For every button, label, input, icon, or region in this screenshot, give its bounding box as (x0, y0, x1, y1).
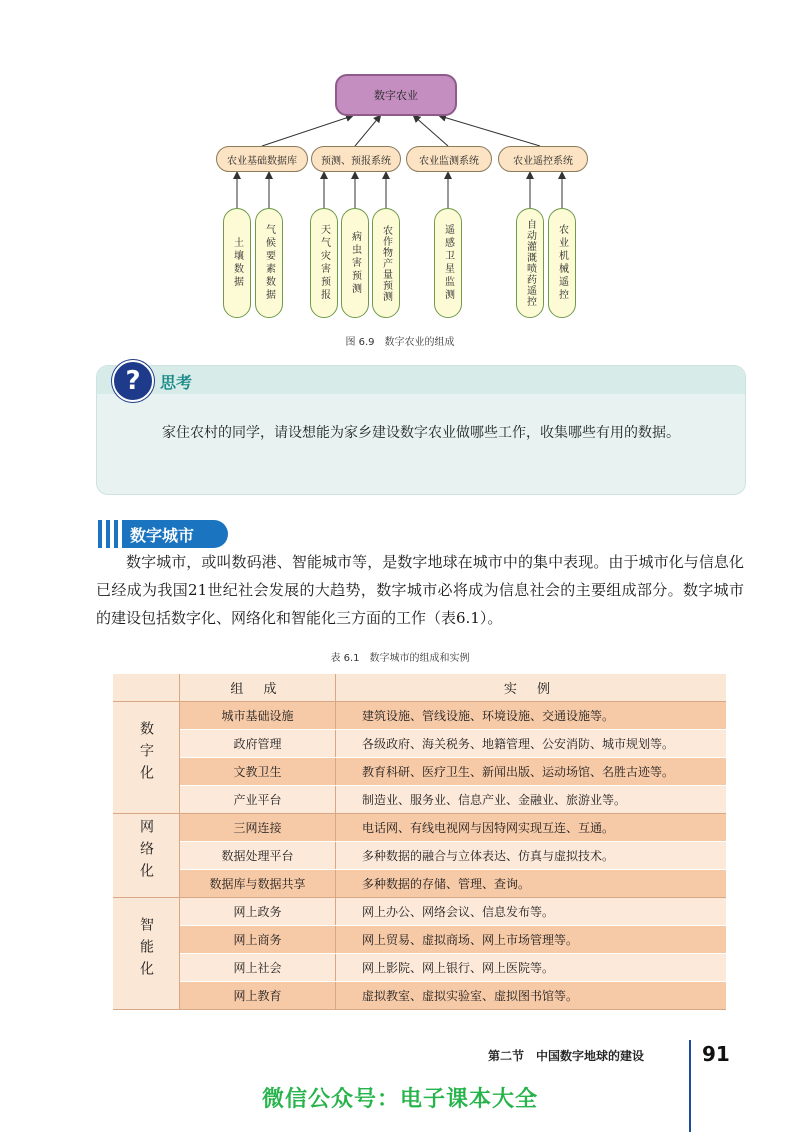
group-label: 网络化 (138, 819, 154, 885)
table-cell-component: 城市基础设施 (180, 702, 336, 730)
leaf-label: 气候要素数据 (263, 224, 275, 302)
diagram-root-node: 数字农业 (335, 74, 457, 116)
group-label: 智能化 (138, 917, 154, 983)
arrow (355, 116, 380, 146)
table-row (113, 954, 726, 982)
table-header-row (113, 674, 726, 702)
section-paragraph: 数字城市，或叫数码港、智能城市等，是数字地球在城市中的集中表现。由于城市化与信息化已经成为我国21世纪社会发展的大趋势，数字城市必将成为信息社会的主要组成部分。数字城市的建设包括数字化、网络化和智能化三方面的工作（表6.1）。 (96, 553, 744, 627)
diagram-leaf-yield (372, 208, 400, 318)
table-cell-component: 网上社会 (180, 954, 336, 982)
arrow (440, 116, 540, 146)
table-cell-example: 多种数据的存储、管理、查询。 (336, 870, 727, 898)
leaf-label: 病虫害预测 (349, 230, 361, 296)
table-cell-example: 网上影院、网上银行、网上医院等。 (336, 954, 727, 982)
digital-agriculture-diagram (0, 0, 800, 330)
group-intelligence (113, 898, 180, 1010)
think-title: 思考 (160, 373, 193, 392)
table-caption: 表 6.1 数字城市的组成和实例 (330, 653, 470, 664)
leaf-label: 天气灾害预报 (318, 224, 330, 302)
table-header-component: 组 成 (180, 674, 336, 702)
table-row (113, 814, 726, 842)
table-row (113, 786, 726, 814)
table-row (113, 898, 726, 926)
table-cell-example: 多种数据的融合与立体表达、仿真与虚拟技术。 (336, 842, 727, 870)
table-row (113, 982, 726, 1010)
table-cell-example: 电话网、有线电视网与因特网实现互连、互通。 (336, 814, 727, 842)
bar (106, 520, 110, 548)
digital-city-table (113, 674, 726, 1010)
diagram-node-database: 农业基础数据库 (216, 146, 308, 172)
table-header-example: 实 例 (336, 674, 727, 702)
leaf-label: 土壤数据 (231, 237, 243, 289)
footer-section-title: 第二节 中国数字地球的建设 (488, 1049, 645, 1063)
diagram-connectors (0, 0, 800, 330)
table-cell-example: 虚拟教室、虚拟实验室、虚拟图书馆等。 (336, 982, 727, 1010)
table-cell-component: 网上政务 (180, 898, 336, 926)
diagram-node-remote-control: 农业遥控系统 (498, 146, 588, 172)
table-cell-example: 建筑设施、管线设施、环境设施、交通设施等。 (336, 702, 727, 730)
table-cell-component: 产业平台 (180, 786, 336, 814)
think-text: 家住农村的同学，请设想能为家乡建设数字农业做哪些工作，收集哪些有用的数据。 (162, 425, 680, 441)
group-digitization (113, 702, 180, 814)
bar (114, 520, 118, 548)
table-cell-component: 数据库与数据共享 (180, 870, 336, 898)
section-title: 数字城市 (122, 520, 228, 548)
diagram-leaf-satellite (434, 208, 462, 318)
table-cell-example: 网上贸易、虚拟商场、网上市场管理等。 (336, 926, 727, 954)
table-cell-component: 网上商务 (180, 926, 336, 954)
table-header-blank (113, 674, 180, 702)
figure-caption: 图 6.9 数字农业的组成 (345, 337, 455, 348)
mid-to-top-arrows (262, 116, 540, 146)
arrow (414, 116, 448, 146)
diagram-leaf-irrigation (516, 208, 544, 318)
table-cell-component: 网上教育 (180, 982, 336, 1010)
diagram-leaf-weather (310, 208, 338, 318)
table-cell-component: 三网连接 (180, 814, 336, 842)
diagram-leaf-pest (341, 208, 369, 318)
table-cell-example: 各级政府、海关税务、地籍管理、公安消防、城市规划等。 (336, 730, 727, 758)
diagram-leaf-climate (255, 208, 283, 318)
leaf-to-mid-arrows (237, 173, 562, 208)
table-row (113, 702, 726, 730)
arrow (262, 116, 352, 146)
leaf-label: 农作物产量预测 (380, 224, 392, 302)
bar (98, 520, 102, 548)
table-row (113, 926, 726, 954)
leaf-label: 自动灌溉喷药遥控 (524, 219, 536, 307)
table-row (113, 870, 726, 898)
table-cell-example: 制造业、服务业、信息产业、金融业、旅游业等。 (336, 786, 727, 814)
group-networking (113, 814, 180, 898)
leaf-label: 遥感卫星监测 (442, 224, 454, 302)
diagram-leaf-machinery (548, 208, 576, 318)
section-bars-decoration (98, 520, 120, 548)
watermark-text: 微信公众号：电子课本大全 (261, 1087, 538, 1112)
table-cell-example: 网上办公、网络会议、信息发布等。 (336, 898, 727, 926)
group-label: 数字化 (138, 721, 154, 787)
table-cell-component: 政府管理 (180, 730, 336, 758)
table-row (113, 758, 726, 786)
table-row (113, 842, 726, 870)
table-cell-example: 教育科研、医疗卫生、新闻出版、运动场馆、名胜古迹等。 (336, 758, 727, 786)
table-row (113, 730, 726, 758)
table-cell-component: 数据处理平台 (180, 842, 336, 870)
table-cell-component: 文教卫生 (180, 758, 336, 786)
leaf-label: 农业机械遥控 (556, 224, 568, 302)
diagram-node-monitoring: 农业监测系统 (406, 146, 492, 172)
diagram-leaf-soil (223, 208, 251, 318)
question-icon: ? (112, 360, 154, 402)
diagram-node-forecast: 预测、预报系统 (311, 146, 401, 172)
page-number: 91 (702, 1042, 730, 1066)
think-box-header (97, 366, 745, 394)
